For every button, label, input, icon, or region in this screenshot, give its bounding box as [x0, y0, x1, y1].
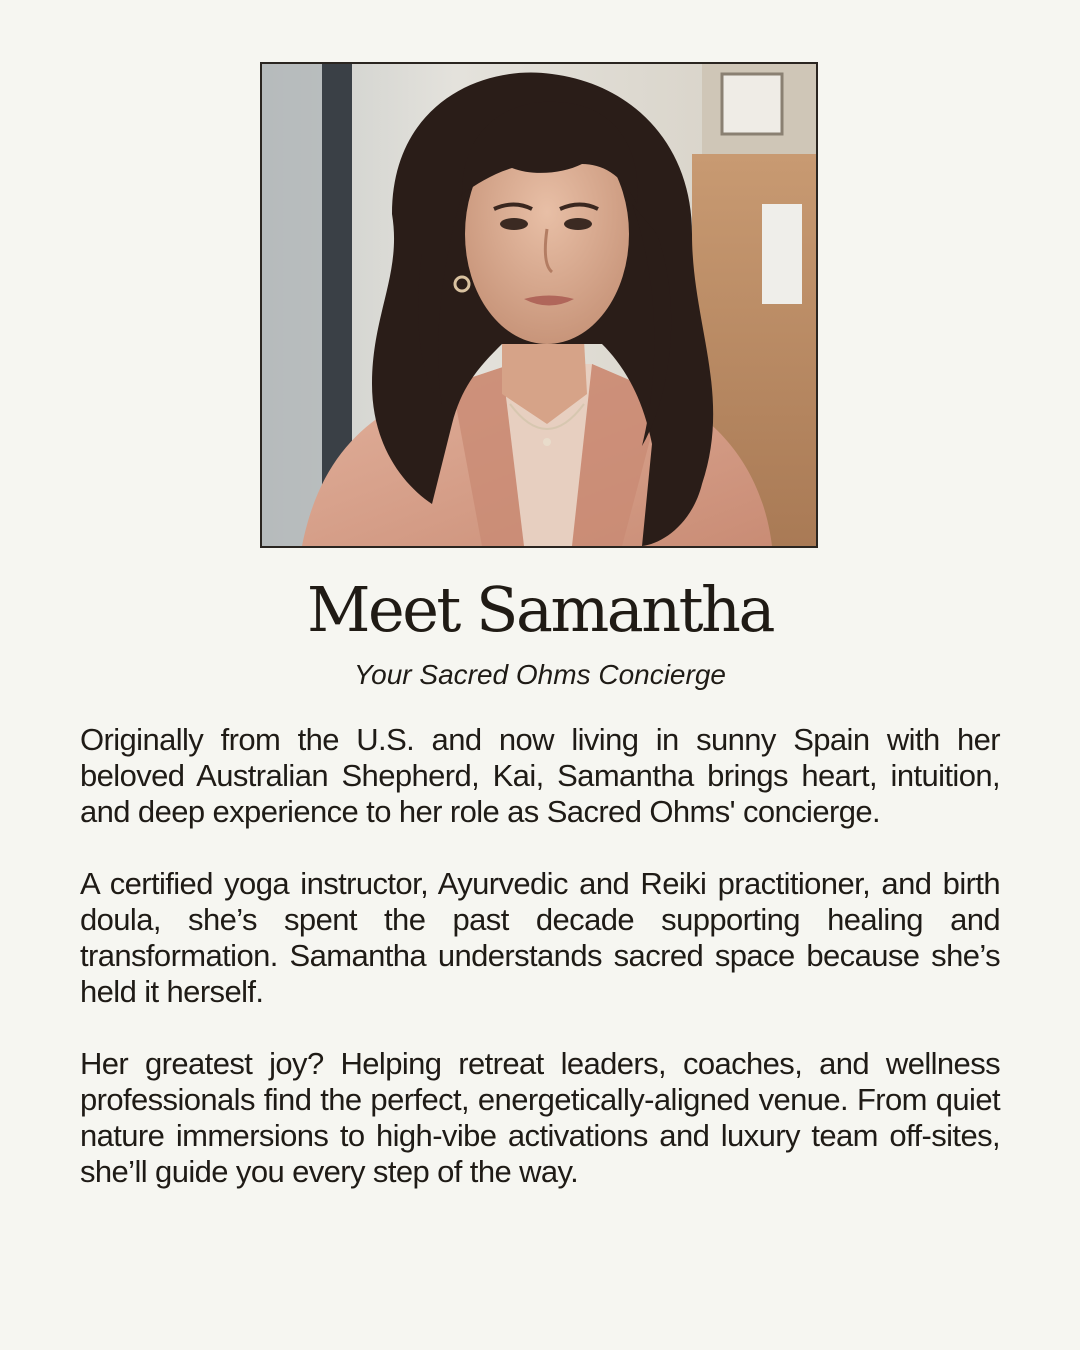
- bio-paragraph: Originally from the U.S. and now living in sunny Spain with her beloved Australian Shepherd, Kai, Samantha brings heart, intuition, and deep experience to her role as Sacred Ohms' concierge.: [80, 722, 1000, 829]
- bio-paragraph: A certified yoga instructor, Ayurvedic and Reiki practitioner, and birth doula, she’s spent the past decade supporting healing and transformation. Samantha understands sacred space because she’s held it herself.: [80, 866, 1000, 1009]
- page-subtitle: Your Sacred Ohms Concierge: [354, 659, 726, 690]
- portrait-photo: [260, 62, 818, 548]
- bio-paragraph: Her greatest joy? Helping retreat leaders, coaches, and wellness professionals find the perfect, energetically-aligned venue. From quiet nature immersions to high-vibe activations and luxury team off-sites, she’ll guide you every step of the way.: [80, 1046, 1000, 1189]
- portrait-illustration: [262, 64, 816, 546]
- page-title: Meet Samantha: [307, 573, 773, 646]
- bio-text: [80, 722, 1000, 1226]
